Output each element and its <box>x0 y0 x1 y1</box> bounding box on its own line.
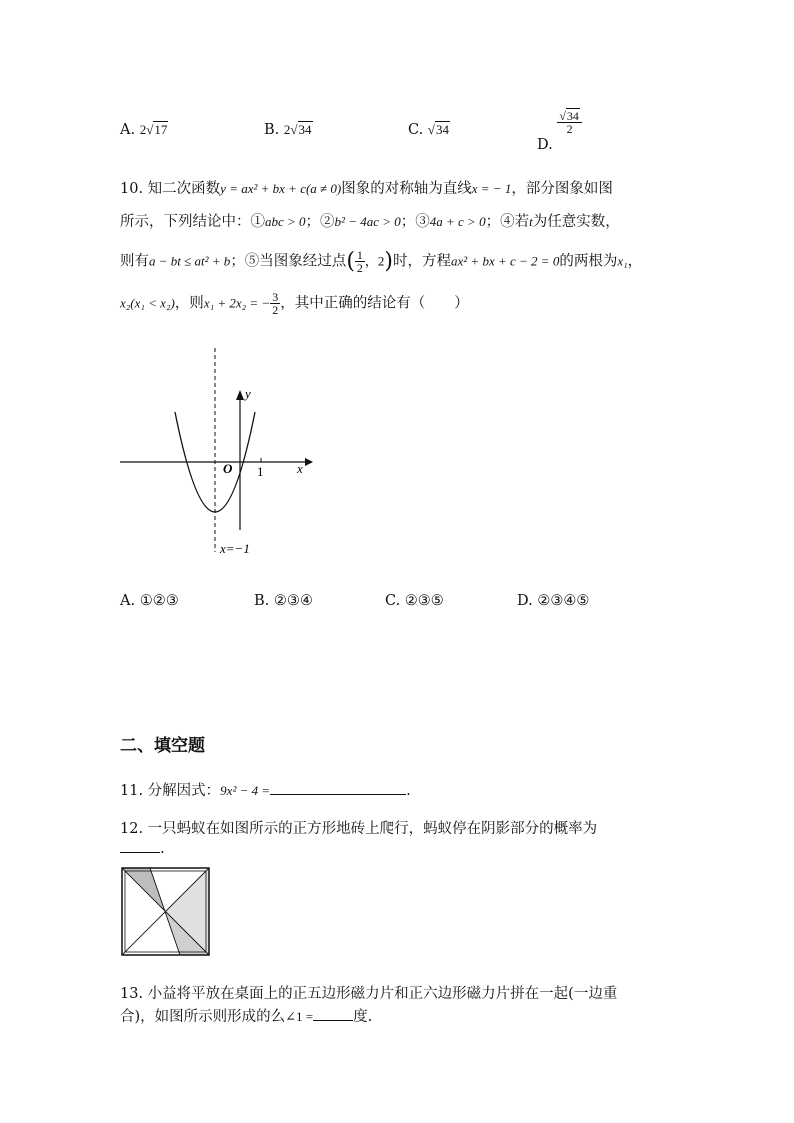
q10-option-d: D. ②③④⑤ <box>517 593 590 609</box>
label-x: x <box>297 461 303 476</box>
q10-line1: 10. 知二次函数y = ax² + bx + c(a ≠ 0)图象的对称轴为直线x = − 1，部分图象如图 <box>120 181 613 197</box>
q10-line2: 所示，下列结论中：①abc > 0；②b² − 4ac > 0；③4a + c > 0；④若t为任意实数， <box>120 214 620 230</box>
q9-option-d: D. $\frac{√34}{2}$ <box>537 108 582 133</box>
section-title: 二、填空题 <box>120 736 205 756</box>
label-axis-eq: x=−1 <box>220 541 250 556</box>
q12-line2: . <box>120 840 165 857</box>
answer-blank <box>270 782 406 795</box>
label-origin: O <box>223 461 233 476</box>
q10-option-c: C. ②③⑤ <box>385 593 444 609</box>
q10-option-a: A. ①②③ <box>120 593 179 609</box>
q12-line1: 12. 一只蚂蚁在如图所示的正方形地砖上爬行，蚂蚁停在阴影部分的概率为 <box>120 821 598 837</box>
q11-line: 11. 分解因式：9x² − 4 = . <box>120 783 411 799</box>
x-axis-arrow <box>305 458 313 466</box>
answer-blank <box>313 1008 353 1021</box>
label-one: 1 <box>257 464 264 479</box>
q13-line2: 合)，如图所示则形成的么∠1 = 度. <box>120 1009 373 1025</box>
q10-line4: x₂(x₁ < x₂)，则x₁ + 2x₂ = − $\frac{3}{2}$ ，其中正确的结论有（ ） <box>120 290 469 317</box>
label-y: y <box>245 386 251 401</box>
answer-blank <box>120 840 160 853</box>
q10-line3: 则有a − bt ≤ at² + b；⑤当图象经过点( $\frac{1}{2}$ ，2)时，方程ax² + bx + c − 2 = 0的两根为x₁， <box>120 248 643 275</box>
q13-line1: 13. 小益将平放在桌面上的正五边形磁力片和正六边形磁力片拼在一起(一边重 <box>120 986 618 1002</box>
q10-option-b: B. ②③④ <box>254 593 313 609</box>
square-tile-figure <box>120 866 212 958</box>
q9-option-b: B. 2√34 <box>264 122 312 138</box>
q9-option-a: A. 2√17 <box>120 122 168 138</box>
parabola-graph <box>115 340 325 570</box>
y-axis-arrow <box>236 390 244 400</box>
q9-option-c: C. √34 <box>408 122 449 138</box>
